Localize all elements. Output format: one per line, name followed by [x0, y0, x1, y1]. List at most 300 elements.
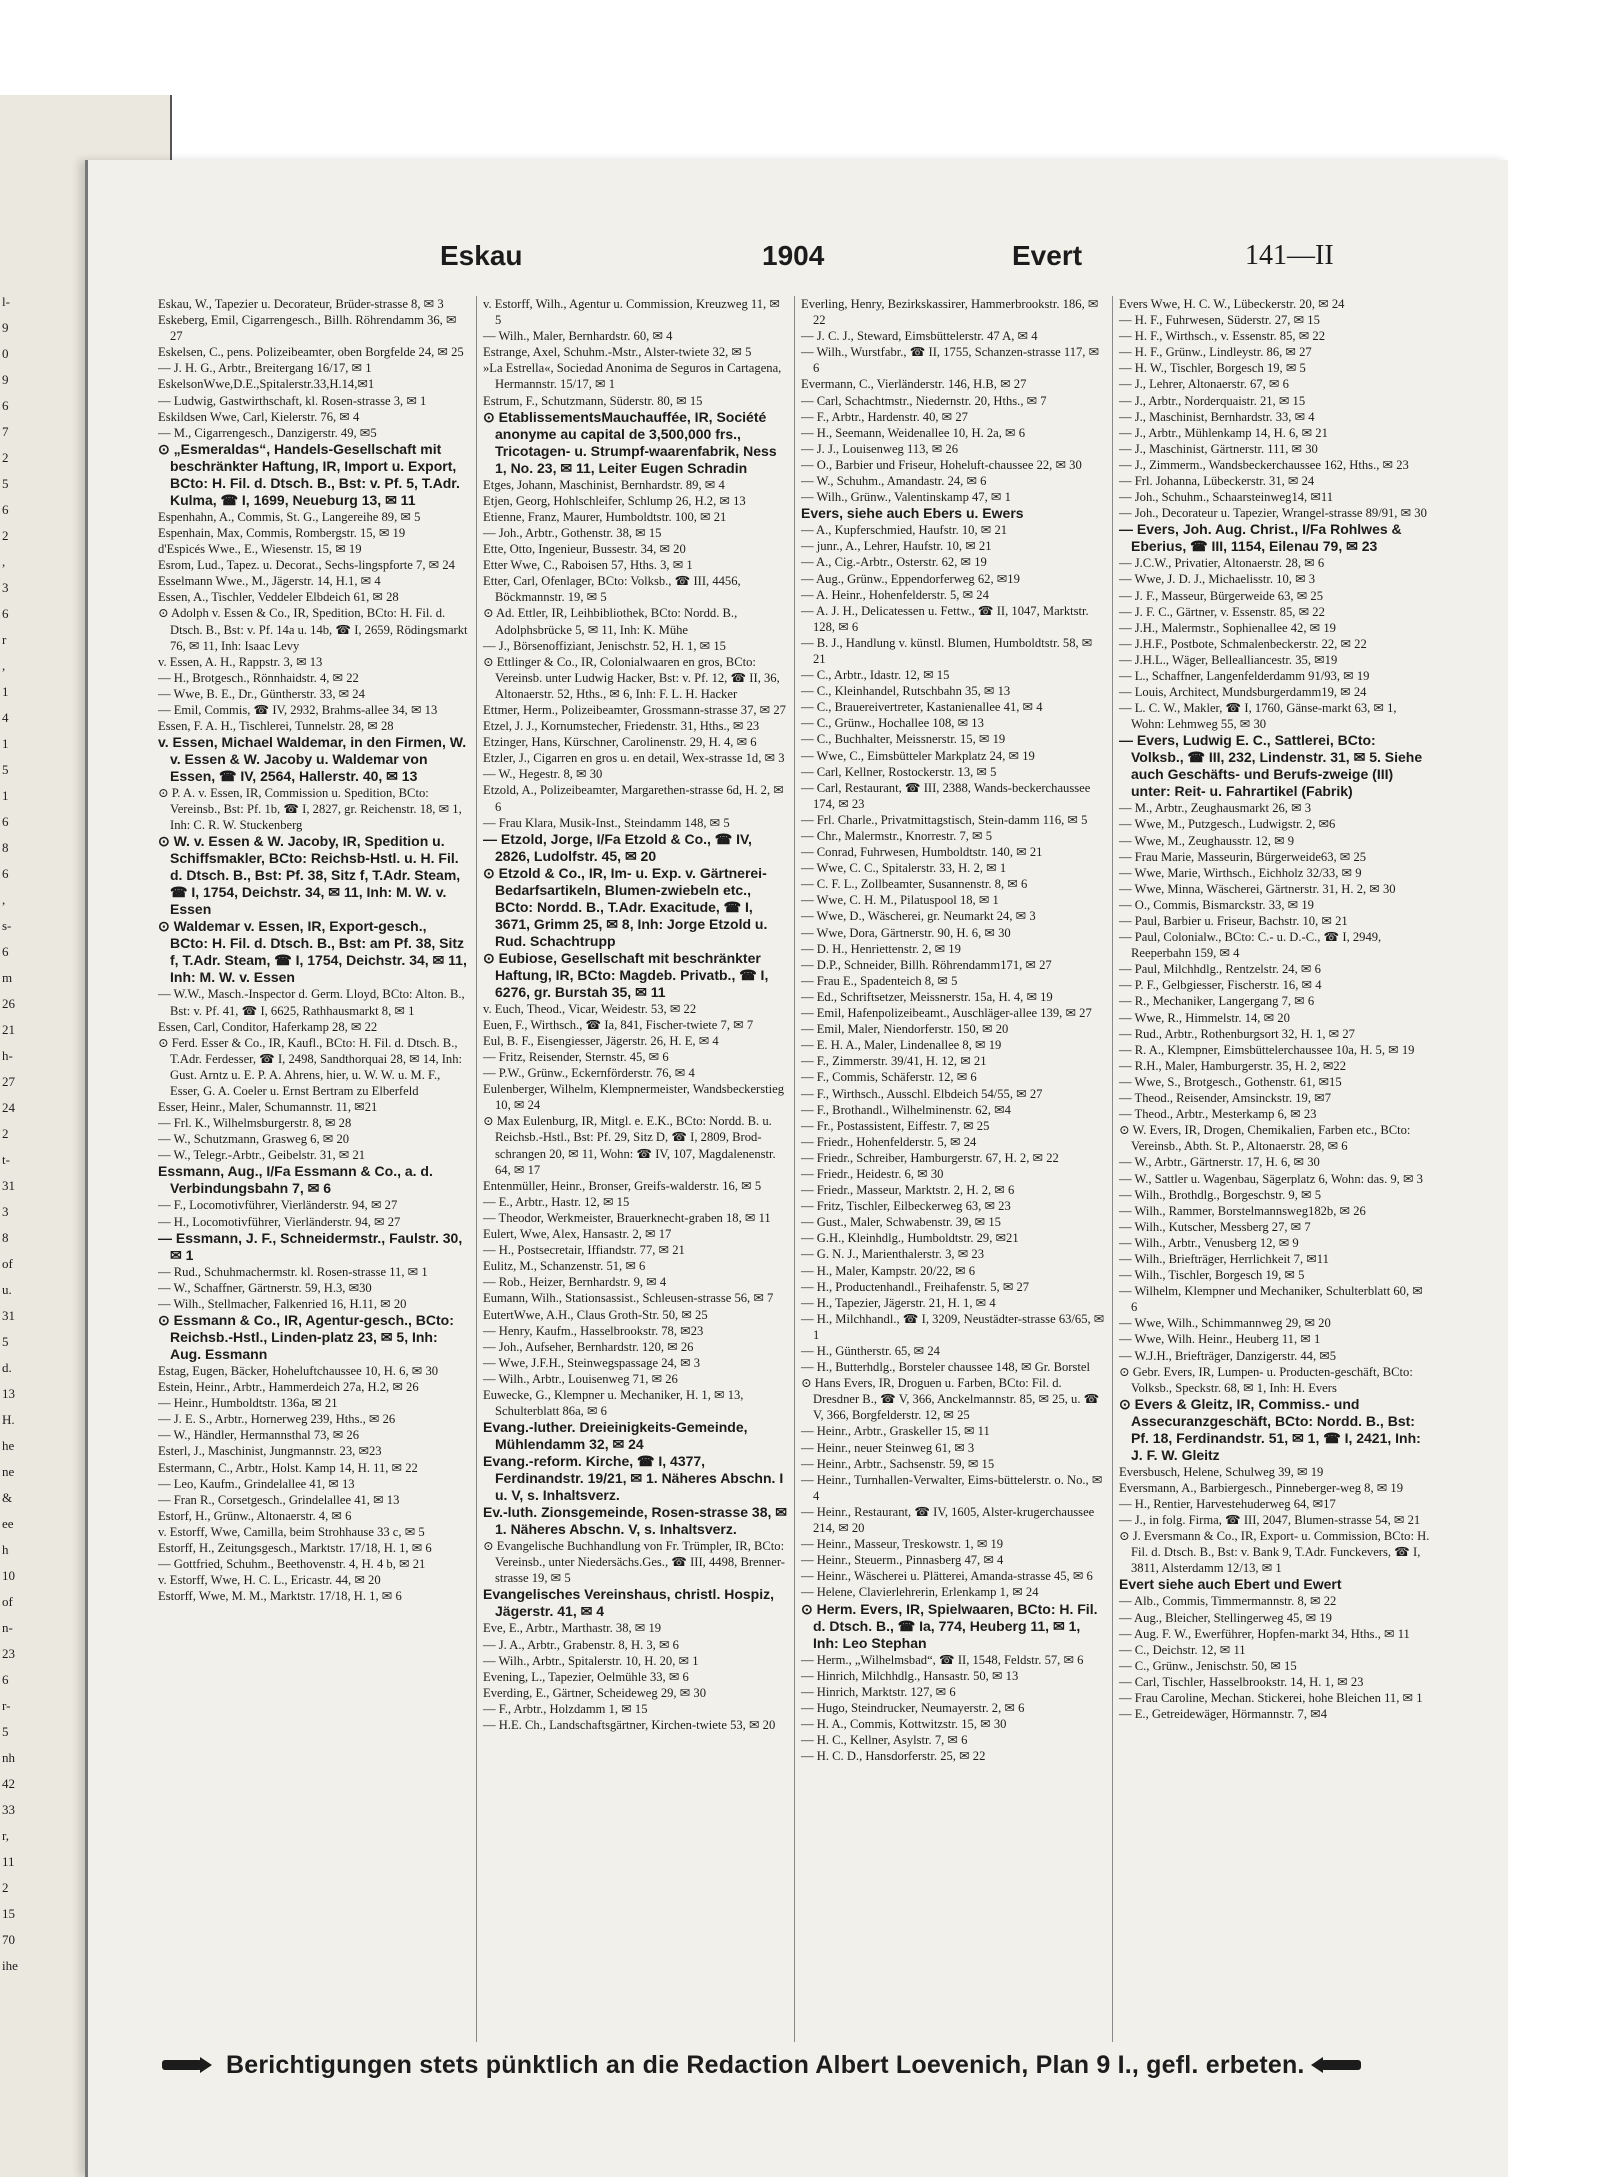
- edge-fragment: t-: [2, 1152, 10, 1167]
- directory-entry: Essen, A., Tischler, Veddeler Elbdeich 61, ✉ 28: [158, 590, 399, 605]
- directory-entry: Evangelisches Vereinshaus, christl. Hospiz, Jägerstr. 41, ✉ 4: [483, 1586, 775, 1620]
- directory-entry: ⊙ „Esmeraldas“, Handels-Gesellschaft mit beschränkter Haftung, IR, Import u. Export, BCto: H. Fil. d. Dtsch. B., Bst: v. Pf. 5, T.Adr. Kulma, ☎ I, 1699, Neueburg 13, ✉ 11: [158, 440, 460, 508]
- directory-entry: Esser, Heinr., Maler, Schumannstr. 11, ✉21: [158, 1100, 378, 1115]
- directory-entry: Eulenberger, Wilhelm, Klempnermeister, Wandsbeckerstieg 10, ✉ 24: [483, 1082, 785, 1113]
- directory-entry: Espenhain, Max, Commis, Rombergstr. 15, ✉ 19: [158, 525, 406, 540]
- directory-entry: ⊙ J. Eversmann & Co., IR, Export- u. Commission, BCto: H. Fil. d. Dtsch. B., Bst: v. Bank 9, T.Adr. Funckevers, ☎ I, 3811, Alsterdamm 12/13, ✉ 1: [1119, 1529, 1430, 1576]
- directory-entry: — Essmann, J. F., Schneidermstr., Faulstr. 30, ✉ 1: [158, 1229, 463, 1263]
- column-2: [476, 296, 789, 2042]
- edge-fragment: l-: [2, 294, 10, 309]
- directory-entry: — W., Schaffner, Gärtnerstr. 59, H.3, ✉30: [158, 1280, 372, 1295]
- directory-entry: — H. C. D., Hansdorferstr. 25, ✉ 22: [801, 1749, 986, 1764]
- directory-entry: Eskau, W., Tapezier u. Decorateur, Brüder-strasse 8, ✉ 3: [158, 297, 444, 311]
- edge-fragment: 2: [2, 528, 9, 543]
- directory-entry: — Wwe, Minna, Wäscherei, Gärtnerstr. 31, H. 2, ✉ 30: [1119, 881, 1396, 896]
- directory-entry: — J., Maschinist, Bernhardstr. 33, ✉ 4: [1119, 409, 1315, 424]
- edge-fragment: 1: [2, 684, 9, 699]
- edge-fragment: 11: [2, 1854, 15, 1869]
- directory-entry: — A. J. H., Delicatessen u. Fettw., ☎ II, 1047, Marktstr. 128, ✉ 6: [801, 603, 1089, 634]
- directory-entry: — Carl, Tischler, Hasselbrookstr. 14, H. 1, ✉ 23: [1119, 1674, 1364, 1689]
- directory-entry: Etzold, A., Polizeibeamter, Margarethen-strasse 6d, H. 2, ✉ 6: [483, 783, 784, 814]
- directory-entry: — C., Deichstr. 12, ✉ 11: [1119, 1642, 1246, 1657]
- directory-entry: — Rud., Schuhmachermstr. kl. Rosen-strasse 11, ✉ 1: [158, 1264, 428, 1279]
- directory-entry: — Wwe, R., Himmelstr. 14, ✉ 20: [1119, 1010, 1290, 1025]
- page-number: 141—II: [1245, 240, 1334, 271]
- directory-entry: — R., Mechaniker, Langergang 7, ✉ 6: [1119, 994, 1315, 1009]
- directory-entry: Essen, F. A. H., Tischlerei, Tunnelstr. 28, ✉ 28: [158, 719, 394, 734]
- directory-entry: — Louis, Architect, Mundsburgerdamm19, ✉ 24: [1119, 685, 1367, 700]
- directory-entry: Etzler, J., Cigarren en gros u. en detail, Wex-strasse 1d, ✉ 3: [483, 751, 785, 766]
- directory-entry: Evert siehe auch Ebert und Ewert: [1119, 1576, 1342, 1593]
- directory-entry: — Heinr., Masseur, Treskowstr. 1, ✉ 19: [801, 1537, 1004, 1552]
- directory-entry: — Heinr., Humboldtstr. 136a, ✉ 21: [158, 1396, 338, 1411]
- edge-fragment: 23: [2, 1646, 15, 1661]
- directory-entry: — Rud., Arbtr., Rothenburgsort 32, H. 1, ✉ 27: [1119, 1026, 1355, 1041]
- directory-entry: — Wilh., Arbtr., Spitalerstr. 10, H. 20, ✉ 1: [483, 1653, 699, 1668]
- directory-entry: — P. F., Gelbgiesser, Fischerstr. 16, ✉ 4: [1119, 978, 1322, 993]
- directory-entry: — Emil, Hafenpolizeibeamt., Auschläger-allee 139, ✉ 27: [801, 1006, 1092, 1021]
- directory-entry: — Frau Marie, Masseurin, Bürgerweide63, ✉ 25: [1119, 849, 1367, 864]
- edge-fragment: 6: [2, 398, 9, 413]
- directory-entry: — Rob., Heizer, Bernhardstr. 9, ✉ 4: [483, 1275, 667, 1290]
- edge-fragment: 4: [2, 710, 9, 725]
- directory-entry: — J.C.W., Privatier, Altonaerstr. 28, ✉ 6: [1119, 556, 1325, 571]
- edge-fragment: s-: [2, 918, 12, 933]
- directory-entry: — C., Grünw., Hochallee 108, ✉ 13: [801, 716, 984, 731]
- directory-entry: — Wilhelm, Klempner und Mechaniker, Schulterblatt 60, ✉ 6: [1119, 1284, 1423, 1315]
- directory-entry: — Frl. Johanna, Lübeckerstr. 31, ✉ 24: [1119, 474, 1315, 489]
- directory-entry: — Friedr., Hohenfelderstr. 5, ✉ 24: [801, 1134, 977, 1149]
- directory-entry: — Ludwig, Gastwirthschaft, kl. Rosen-strasse 3, ✉ 1: [158, 393, 427, 408]
- header-year: 1904: [762, 240, 825, 271]
- directory-entry: — C., Kleinhandel, Rutschbahn 35, ✉ 13: [801, 684, 1011, 699]
- directory-entry: — O., Commis, Bismarckstr. 33, ✉ 19: [1119, 897, 1314, 912]
- directory-entry: — Wilh., Kutscher, Messberg 27, ✉ 7: [1119, 1219, 1311, 1234]
- edge-fragment: 2: [2, 450, 9, 465]
- directory-entry: — F., Locomotivführer, Vierländerstr. 94, ✉ 27: [158, 1198, 398, 1213]
- directory-entry: Evang.-reform. Kirche, ☎ I, 4377, Ferdinandstr. 19/21, ✉ 1. Näheres Abschn. I u. V, s. Inhaltsverz.: [483, 1453, 784, 1504]
- directory-entry: — Alb., Commis, Timmermannstr. 8, ✉ 22: [1119, 1594, 1337, 1609]
- directory-entry: — Paul, Colonialw., BCto: C.- u. D.-C., ☎ I, 2949, Reeperbahn 159, ✉ 4: [1119, 930, 1382, 961]
- directory-entry: ⊙ Ad. Ettler, IR, Leihbibliothek, BCto: Nordd. B., Adolphsbrücke 5, ✉ 11, Inh: K. Mühe: [483, 606, 738, 637]
- directory-entry: »La Estrella«, Sociedad Anonima de Seguros in Cartagena, Hermannstr. 15/17, ✉ 1: [483, 361, 782, 392]
- pointing-hand-icon: [1319, 2056, 1371, 2074]
- directory-entry: Euen, F., Wirthsch., ☎ Ia, 841, Fischer-twiete 7, ✉ 7: [483, 1017, 754, 1032]
- directory-entry: — Fr., Postassistent, Eiffestr. 7, ✉ 25: [801, 1118, 990, 1133]
- directory-entry: Etges, Johann, Maschinist, Bernhardstr. 89, ✉ 4: [483, 477, 725, 492]
- directory-entry: — H. W., Tischler, Borgesch 19, ✉ 5: [1119, 361, 1306, 376]
- edge-fragment: 5: [2, 762, 9, 777]
- directory-entry: — Carl, Restaurant, ☎ III, 2388, Wands-beckerchaussee 174, ✉ 23: [801, 780, 1091, 811]
- directory-entry: Etjen, Georg, Hohlschleifer, Schlump 26, H.2, ✉ 13: [483, 493, 746, 508]
- directory-entry: v. Euch, Theod., Vicar, Weidestr. 53, ✉ 22: [483, 1001, 697, 1016]
- edge-fragment: m: [2, 970, 13, 985]
- edge-fragment: 0: [2, 346, 9, 361]
- directory-entry: Etzel, J. J., Kornumstecher, Friedenstr. 31, Hths., ✉ 23: [483, 719, 760, 734]
- directory-entry: — Wwe, J.F.H., Steinwegspassage 24, ✉ 3: [483, 1355, 701, 1370]
- directory-entry: — Joh., Schuhm., Schaarsteinweg14, ✉11: [1119, 490, 1334, 505]
- directory-entry: — F., Commis, Schäferstr. 12, ✉ 6: [801, 1070, 977, 1085]
- directory-entry: — Heinr., Turnhallen-Verwalter, Eims-büttelerstr. o. No., ✉ 4: [801, 1472, 1103, 1503]
- directory-entry: — R. A., Klempner, Eimsbüttelerchaussee 10a, H. 5, ✉ 19: [1119, 1042, 1415, 1057]
- directory-entry: — Theod., Arbtr., Mesterkamp 6, ✉ 23: [1119, 1107, 1317, 1122]
- directory-entry: — Fritz, Reisender, Sternstr. 45, ✉ 6: [483, 1050, 669, 1064]
- directory-entry: Everding, E., Gärtner, Scheideweg 29, ✉ 30: [483, 1685, 707, 1700]
- directory-entry: — M., Cigarrengesch., Danzigerstr. 49, ✉5: [158, 425, 377, 440]
- edge-fragment: 27: [2, 1074, 15, 1089]
- directory-entry: — Herm., „Wilhelmsbad“, ☎ II, 1548, Feldstr. 57, ✉ 6: [801, 1652, 1084, 1667]
- directory-entry: — E., Arbtr., Hastr. 12, ✉ 15: [483, 1194, 630, 1209]
- edge-fragment: H.: [2, 1412, 15, 1427]
- directory-entry: — E. H. A., Maler, Lindenallee 8, ✉ 19: [801, 1038, 1002, 1053]
- directory-entry: ⊙ Evers & Gleitz, IR, Commiss.- und Assecuranzgeschäft, BCto: Nordd. B., Bst: Pf. 18, Ferdinandstr. 51, ✉ 1, ☎ I, 2421, Inh: J. F. W. Gleitz: [1119, 1395, 1421, 1463]
- directory-entry: ⊙ Max Eulenburg, IR, Mitgl. e. E.K., BCto: Nordd. B. u. Reichsb.-Hstl., Bst: Pf. 29, Sitz D, ☎ I, 2809, Brod-schrangen 20, ✉ 11, Wohn: ☎ IV, 107, Magdalenenstr. 64, ✉ 17: [483, 1114, 776, 1177]
- directory-entry: Ettmer, Herm., Polizeibeamter, Grossmann-strasse 37, ✉ 27: [483, 702, 786, 717]
- edge-fragment: 70: [2, 1932, 15, 1947]
- directory-entry: — Wwe, Wilh. Heinr., Heuberg 11, ✉ 1: [1119, 1332, 1321, 1347]
- edge-fragment: r,: [2, 1828, 10, 1843]
- directory-entry: ⊙ P. A. v. Essen, IR, Commission u. Spedition, BCto: Vereinsb., Bst: Pf. 1b, ☎ I, 2827, gr. Reichenstr. 18, ✉ 1, Inh: C. R. W. Stuckenberg: [158, 786, 462, 833]
- edge-fragment: &: [2, 1490, 13, 1505]
- directory-entry: Etter, Carl, Ofenlager, BCto: Volksb., ☎ III, 4456, Böckmannstr. 19, ✉ 5: [483, 574, 741, 605]
- directory-entry: — C., Buchhalter, Meissnerstr. 15, ✉ 19: [801, 732, 1006, 747]
- directory-entry: — P.W., Grünw., Eckernförderstr. 76, ✉ 4: [483, 1066, 695, 1081]
- edge-fragment: 6: [2, 866, 9, 881]
- directory-entry: — Hugo, Steindrucker, Neumayerstr. 2, ✉ 6: [801, 1700, 1025, 1715]
- directory-entry: — D. H., Henriettenstr. 2, ✉ 19: [801, 941, 961, 956]
- directory-entry: ⊙ W. Evers, IR, Drogen, Chemikalien, Farben etc., BCto: Vereinsb., Abth. St. P., Altonaerstr. 28, ✉ 6: [1119, 1123, 1411, 1154]
- directory-entry: — Frau Caroline, Mechan. Stickerei, hohe Bleichen 11, ✉ 1: [1119, 1691, 1423, 1706]
- directory-entry: — Wwe, Marie, Wirthsch., Eichholz 32/33, ✉ 9: [1119, 865, 1362, 880]
- directory-entry: Eskildsen Wwe, Carl, Kielerstr. 76, ✉ 4: [158, 409, 360, 424]
- directory-entry: — W., Arbtr., Gärtnerstr. 17, H. 6, ✉ 30: [1119, 1155, 1320, 1170]
- directory-entry: Estag, Eugen, Bäcker, Hoheluftchaussee 10, H. 6, ✉ 30: [158, 1363, 439, 1378]
- edge-fragment: he: [2, 1438, 15, 1453]
- directory-entry: — Wwe, M., Zeughausstr. 12, ✉ 9: [1119, 833, 1295, 848]
- directory-entry: — J.H., Malermstr., Sophienallee 42, ✉ 19: [1119, 620, 1336, 635]
- directory-entry: — Fran R., Corsetgesch., Grindelallee 41, ✉ 13: [158, 1492, 400, 1507]
- edge-fragment: 9: [2, 320, 9, 335]
- directory-entry: — Evers, Joh. Aug. Christ., I/Fa Rohlwes & Eberius, ☎ III, 1154, Eilenau 79, ✉ 23: [1119, 521, 1402, 555]
- directory-entry: v. Estorff, Wwe, H. C. L., Ericastr. 44, ✉ 20: [158, 1573, 381, 1588]
- footer-notice: Berichtigungen stets pünktlich an die Redaction Albert Loevenich, Plan 9 I., gefl. erbeten.: [226, 2050, 1305, 2079]
- directory-entry: ⊙ Gebr. Evers, IR, Lumpen- u. Producten-geschäft, BCto: Volksb., Speckstr. 68, ✉ 1, Inh: H. Evers: [1119, 1364, 1413, 1395]
- directory-entry: — J., Börsenoffiziant, Jenischstr. 52, H. 1, ✉ 15: [483, 638, 726, 653]
- edge-fragment: nh: [2, 1750, 15, 1765]
- directory-entry: — Emil, Maler, Niendorferstr. 150, ✉ 20: [801, 1022, 1009, 1037]
- directory-entry: Evers Wwe, H. C. W., Lübeckerstr. 20, ✉ 24: [1119, 297, 1345, 311]
- directory-entry: ⊙ Etzold & Co., IR, Im- u. Exp. v. Gärtnerei-Bedarfsartikeln, Blumen-zwiebeln etc., BCto: Nordd. B., T.Adr. Exacitude, ☎ I, 3671, Grimm 25, ✉ 8, Inh: Jorge Etzold u. Rud. Schachtrupp: [483, 864, 768, 949]
- directory-entry: — F., Brothandl., Wilhelminenstr. 62, ✉4: [801, 1102, 1011, 1117]
- directory-entry: Estermann, C., Arbtr., Holst. Kamp 14, H. 11, ✉ 22: [158, 1460, 418, 1475]
- directory-entry: — W., Sattler u. Wagenbau, Sägerplatz 6, Wohn: das. 9, ✉ 3: [1119, 1171, 1423, 1186]
- directory-entry: EskelsonWwe,D.E.,Spitalerstr.33,H.14,✉1: [158, 377, 375, 392]
- directory-entry: ⊙ W. v. Essen & W. Jacoby, IR, Spedition u. Schiffsmakler, BCto: Reichsb-Hstl. u. H. Fil. d. Dtsch. B., Bst: Pf. 38, Sitz f, T.Adr. Steam, ☎ I, 1754, Deichstr. 34, ✉ 11, Inh: M. W. v. Essen: [158, 833, 461, 918]
- edge-fragment: 42: [2, 1776, 15, 1791]
- directory-entry: — Emil, Commis, ☎ IV, 2932, Brahms-allee 34, ✉ 13: [158, 702, 438, 717]
- edge-fragment: of: [2, 1594, 13, 1609]
- directory-entry: — Hinrich, Marktstr. 127, ✉ 6: [801, 1684, 956, 1699]
- directory-entry: — Wwe, B. E., Dr., Güntherstr. 33, ✉ 24: [158, 686, 365, 701]
- directory-entry: — J. C. J., Steward, Eimsbüttelerstr. 47 A, ✉ 4: [801, 329, 1038, 344]
- edge-fragment: 6: [2, 502, 9, 517]
- directory-entry: — Paul, Barbier u. Friseur, Bachstr. 10, ✉ 21: [1119, 914, 1348, 928]
- directory-entry: — J. J., Louisenweg 113, ✉ 26: [801, 441, 959, 456]
- directory-entry: — Joh., Decorateur u. Tapezier, Wrangel-strasse 89/91, ✉ 30: [1119, 506, 1427, 521]
- directory-entry: Ette, Otto, Ingenieur, Bussestr. 34, ✉ 20: [483, 542, 686, 557]
- directory-entry: Estrange, Axel, Schuhm.-Mstr., Alster-twiete 32, ✉ 5: [483, 345, 752, 360]
- directory-entry: — C. F. L., Zollbeamter, Susannenstr. 8, ✉ 6: [801, 877, 1028, 892]
- column-1: [158, 296, 468, 2042]
- directory-entry: — Frl. Charle., Privatmittagstisch, Stein-damm 116, ✉ 5: [801, 812, 1088, 827]
- directory-entry: — J., Zimmerm., Wandsbeckerchaussee 162, Hths., ✉ 23: [1119, 457, 1409, 472]
- directory-entry: ⊙ Waldemar v. Essen, IR, Export-gesch., BCto: H. Fil. d. Dtsch. B., Bst: am Pf. 38, Sitz f, T.Adr. Steam, ☎ I, 1754, Deichstr. 34, ✉ 11, Inh: M. W. v. Essen: [158, 918, 467, 986]
- directory-entry: ⊙ Adolph v. Essen & Co., IR, Spedition, BCto: H. Fil. d. Dtsch. B., Bst: v. Pf. 14a u. 14b, ☎ I, 2659, Rödingsmarkt 76, ✉ 11, Inh: Isaac Levy: [158, 606, 468, 653]
- directory-entry: — Wilh., Rammer, Borstelmannsweg182b, ✉ 26: [1119, 1203, 1366, 1218]
- edge-fragment: ,: [2, 658, 6, 673]
- directory-entry: Estorf, H., Grünw., Altonaerstr. 4, ✉ 6: [158, 1508, 352, 1523]
- directory-entry: Eve, E., Arbtr., Marthastr. 38, ✉ 19: [483, 1621, 662, 1636]
- directory-entry: Estorff, H., Zeitungsgesch., Marktstr. 17/18, H. 1, ✉ 6: [158, 1540, 432, 1555]
- edge-fragment: 2: [2, 1880, 9, 1895]
- edge-fragment: r: [2, 632, 7, 647]
- directory-entry: — Wwe, Dora, Gärtnerstr. 90, H. 6, ✉ 30: [801, 925, 1011, 940]
- edge-fragment: 6: [2, 814, 9, 829]
- directory-entry: ⊙ Evangelische Buchhandlung von Fr. Trümpler, IR, BCto: Vereinsb., unter Niedersächs.Ges., ☎ III, 4498, Brenner-strasse 19, ✉ 5: [483, 1539, 785, 1586]
- edge-fragment: 6: [2, 606, 9, 621]
- directory-entry: — Gust., Maler, Schwabenstr. 39, ✉ 15: [801, 1215, 1001, 1230]
- directory-entry: v. Essen, A. H., Rappstr. 3, ✉ 13: [158, 654, 323, 669]
- directory-entry: — A., Kupferschmied, Haufstr. 10, ✉ 21: [801, 523, 1008, 538]
- directory-entry: — O., Barbier und Friseur, Hoheluft-chaussee 22, ✉ 30: [801, 457, 1082, 472]
- directory-entry: — J. F. C., Gärtner, v. Essenstr. 85, ✉ 22: [1119, 604, 1325, 619]
- directory-entry: — R.H., Maler, Hamburgerstr. 35, H. 2, ✉22: [1119, 1058, 1347, 1073]
- directory-entry: v. Estorff, Wilh., Agentur u. Commission, Kreuzweg 11, ✉ 5: [483, 297, 780, 328]
- directory-entry: Estein, Heinr., Arbtr., Hammerdeich 27a, H.2, ✉ 26: [158, 1380, 419, 1395]
- directory-entry: ⊙ Ferd. Esser & Co., IR, Kaufl., BCto: H. Fil. d. Dtsch. B., T.Adr. Ferdesser, ☎ I, 2498, Sandthorquai 28, ✉ 14, Inh: Gust. Arntz u. E. P. A. Ahrens, hier, u. W. W. u. M. F., Esser, G. A. Coeler u. Ernst Bertram zu Elberfeld: [158, 1035, 463, 1098]
- directory-entry: Eversmann, A., Barbiergesch., Pinneberger-weg 8, ✉ 19: [1119, 1480, 1404, 1495]
- directory-entry: — Wilh., Briefträger, Herrlichkeit 7, ✉11: [1119, 1251, 1329, 1266]
- directory-entry: ⊙ Ettlinger & Co., IR, Colonialwaaren en gros, BCto: Vereinsb. unter Ludwig Hacker, Bst: v. Pf. 12, ☎ II, 36, Altonaerstr. 52, Hths., ✉ 6, Inh: F. L. H. Hacker: [483, 654, 780, 701]
- directory-entry: — Wilh., Tischler, Borgesch 19, ✉ 5: [1119, 1268, 1305, 1283]
- edge-fragment: h: [2, 1542, 9, 1557]
- directory-entry: Eumann, Wilh., Stationsassist., Schleusen-strasse 56, ✉ 7: [483, 1291, 774, 1306]
- edge-fragment: 3: [2, 1204, 9, 1219]
- directory-entry: — Wilh., Maler, Bernhardstr. 60, ✉ 4: [483, 329, 673, 344]
- directory-entry: — F., Arbtr., Holzdamm 1, ✉ 15: [483, 1701, 648, 1716]
- directory-entry: — Friedr., Masseur, Marktstr. 2, H. 2, ✉ 6: [801, 1183, 1015, 1198]
- edge-fragment: 21: [2, 1022, 15, 1037]
- edge-fragment: 1: [2, 788, 9, 803]
- directory-entry: — Frl. K., Wilhelmsburgerstr. 8, ✉ 28: [158, 1116, 352, 1131]
- directory-entry: — J., in folg. Firma, ☎ III, 2047, Blumen-strasse 54, ✉ 21: [1119, 1513, 1421, 1528]
- directory-entry: — Hinrich, Milchhdlg., Hansastr. 50, ✉ 13: [801, 1668, 1019, 1683]
- edge-fragment: 2: [2, 1126, 9, 1141]
- directory-entry: Evers, siehe auch Ebers u. Ewers: [801, 505, 1024, 522]
- directory-entry: — W.J.H., Briefträger, Danzigerstr. 44, ✉5: [1119, 1348, 1337, 1363]
- directory-entry: — Wwe, J. D. J., Michaelisstr. 10, ✉ 3: [1119, 572, 1316, 587]
- directory-entry: — Wwe, C. H. M., Pilatuspool 18, ✉ 1: [801, 893, 999, 908]
- edge-fragment: 5: [2, 1724, 9, 1739]
- directory-entry: ⊙ Herm. Evers, IR, Spielwaaren, BCto: H. Fil. d. Dtsch. B., ☎ Ia, 774, Heuberg 11, ✉ 1, Inh: Leo Stephan: [801, 1600, 1098, 1651]
- edge-fragment: of: [2, 1256, 13, 1271]
- edge-fragment: 1: [2, 736, 9, 751]
- directory-entry: — F., Wirthsch., Ausschl. Elbdeich 54/55, ✉ 27: [801, 1086, 1043, 1101]
- directory-entry: — Joh., Arbtr., Gothenstr. 38, ✉ 15: [483, 525, 662, 540]
- directory-entry: — C., Arbtr., Idastr. 12, ✉ 15: [801, 668, 950, 683]
- directory-entry: Ev.-luth. Zionsgemeinde, Rosen-strasse 38, ✉ 1. Näheres Abschn. V, s. Inhaltsverz.: [483, 1504, 787, 1538]
- directory-entry: — Aug. F. W., Ewerführer, Hopfen-markt 34, Hths., ✉ 11: [1119, 1626, 1410, 1641]
- directory-entry: EutertWwe, A.H., Claus Groth-Str. 50, ✉ 25: [483, 1307, 708, 1322]
- directory-entry: — J.H.L., Wäger, Bellealliancestr. 35, ✉19: [1119, 652, 1338, 667]
- directory-entry: — Heinr., Wäscherei u. Plätterei, Amanda-strasse 45, ✉ 6: [801, 1569, 1093, 1584]
- directory-entry: Entenmüller, Heinr., Bronser, Greifs-walderstr. 16, ✉ 5: [483, 1178, 762, 1193]
- directory-entry: — Heinr., Arbtr., Graskeller 15, ✉ 11: [801, 1424, 990, 1439]
- directory-entry: — J., Lehrer, Altonaerstr. 67, ✉ 6: [1119, 377, 1289, 392]
- directory-entry: — J., Arbtr., Mühlenkamp 14, H. 6, ✉ 21: [1119, 425, 1328, 440]
- directory-entry: — Heinr., neuer Steinweg 61, ✉ 3: [801, 1440, 975, 1455]
- directory-entry: — Carl, Kellner, Rostockerstr. 13, ✉ 5: [801, 764, 997, 779]
- directory-entry: — W.W., Masch.-Inspector d. Germ. Lloyd, BCto: Alton. B., Bst: v. Pf. 41, ☎ I, 6625, Rathhausmarkt 8, ✉ 1: [158, 987, 465, 1018]
- edge-fragment: 31: [2, 1178, 15, 1193]
- edge-fragment: ne: [2, 1464, 15, 1479]
- directory-entry: — Fritz, Tischler, Eilbeckerweg 63, ✉ 23: [801, 1199, 1011, 1214]
- directory-entry: — H. C., Kellner, Asylstr. 7, ✉ 6: [801, 1732, 968, 1747]
- page-header: [350, 240, 1370, 280]
- column-3: [794, 296, 1107, 2042]
- directory-entry: — F., Arbtr., Hardenstr. 40, ✉ 27: [801, 409, 968, 424]
- edge-fragment: ihe: [2, 1958, 18, 1973]
- directory-entry: v. Essen, Michael Waldemar, in den Firmen, W. v. Essen & W. Jacoby u. Waldemar von Essen, ☎ IV, 2564, Hallerstr. 40, ✉ 13: [158, 734, 467, 785]
- edge-fragment: 8: [2, 840, 9, 855]
- directory-entry: — J. E. S., Arbtr., Hornerweg 239, Hths., ✉ 26: [158, 1412, 396, 1427]
- directory-entry: — Henry, Kaufm., Hasselbrookstr. 78, ✉23: [483, 1323, 704, 1338]
- directory-entry: — Wwe, D., Wäscherei, gr. Neumarkt 24, ✉ 3: [801, 909, 1036, 924]
- directory-entry: — H., Seemann, Weidenallee 10, H. 2a, ✉ 6: [801, 425, 1026, 440]
- directory-entry: — H. F., Fuhrwesen, Süderstr. 27, ✉ 15: [1119, 313, 1320, 328]
- directory-entry: — W., Telegr.-Arbtr., Geibelstr. 31, ✉ 21: [158, 1148, 366, 1163]
- directory-entry: Eversbusch, Helene, Schulweg 39, ✉ 19: [1119, 1464, 1324, 1479]
- directory-entry: — J. F., Masseur, Bürgerweide 63, ✉ 25: [1119, 588, 1323, 603]
- directory-entry: — H., Locomotivführer, Vierländerstr. 94, ✉ 27: [158, 1214, 401, 1229]
- edge-fragment: 24: [2, 1100, 15, 1115]
- directory-entry: — L. C. W., Makler, ☎ I, 1760, Gänse-markt 63, ✉ 1, Wohn: Lehmweg 55, ✉ 30: [1119, 701, 1397, 732]
- edge-fragment: d.: [2, 1360, 12, 1375]
- directory-entry: — J. H. G., Arbtr., Breitergang 16/17, ✉ 1: [158, 361, 372, 376]
- header-first-entry: Eskau: [440, 240, 523, 271]
- directory-entry: — Frau Klara, Musik-Inst., Steindamm 148, ✉ 5: [483, 815, 730, 830]
- directory-entry: — Wwe, Wilh., Schimmannweg 29, ✉ 20: [1119, 1316, 1331, 1331]
- directory-entry: Evermann, C., Vierländerstr. 146, H.B, ✉ 27: [801, 377, 1027, 392]
- edge-fragment: 26: [2, 996, 15, 1011]
- column-4: [1112, 296, 1431, 2042]
- directory-entry: Essmann, Aug., I/Fa Essmann & Co., a. d. Verbindungsbahn 7, ✉ 6: [158, 1163, 433, 1197]
- directory-columns: [158, 296, 1430, 2042]
- directory-entry: — Wwe, C. C., Spitalerstr. 33, H. 2, ✉ 1: [801, 861, 1007, 876]
- edge-fragment: 13: [2, 1386, 15, 1401]
- directory-entry: Estorff, Wwe, M. M., Marktstr. 17/18, H. 1, ✉ 6: [158, 1589, 402, 1604]
- header-last-entry: Evert: [1012, 240, 1083, 271]
- directory-entry: — Wwe, C., Eimsbütteler Markplatz 24, ✉ 19: [801, 748, 1035, 763]
- directory-entry: — Joh., Aufseher, Bernhardstr. 120, ✉ 26: [483, 1339, 694, 1354]
- directory-entry: — Friedr., Schreiber, Hamburgerstr. 67, H. 2, ✉ 22: [801, 1150, 1059, 1165]
- directory-entry: ⊙ EtablissementsMauchauffée, IR, Société anonyme au capital de 3,500,000 frs., Tricotagen- u. Strumpf-waarenfabrik, Ness 1, No. 23, ✉ 11, Leiter Eugen Schradin: [483, 408, 777, 476]
- directory-entry: — Leo, Kaufm., Grindelallee 41, ✉ 13: [158, 1476, 355, 1491]
- directory-entry: — Wilh., Arbtr., Louisenweg 71, ✉ 26: [483, 1371, 678, 1386]
- directory-entry: — H. A., Commis, Kottwitzstr. 15, ✉ 30: [801, 1716, 1007, 1731]
- directory-entry: ⊙ Hans Evers, IR, Droguen u. Farben, BCto: Fil. d. Dresdner B., ☎ V, 366, Anckelmannstr. 85, ✉ 25, u. ☎ V, 366, Borgfelderstr. 12, ✉ 25: [801, 1376, 1100, 1423]
- directory-entry: — Heinr., Restaurant, ☎ IV, 1605, Alster-krugerchaussee 214, ✉ 20: [801, 1504, 1095, 1536]
- page-footer: [160, 2048, 1420, 2082]
- directory-entry: — H., Milchhandl., ☎ I, 3209, Neustädter-strasse 63/65, ✉ 1: [801, 1311, 1105, 1342]
- edge-fragment: 33: [2, 1802, 15, 1817]
- directory-entry: — H., Productenhandl., Freihafenstr. 5, ✉ 27: [801, 1279, 1030, 1294]
- directory-entry: — J., Arbtr., Norderquaistr. 21, ✉ 15: [1119, 393, 1306, 408]
- edge-fragment: 6: [2, 1672, 9, 1687]
- directory-entry: v. Estorff, Wwe, Camilla, beim Strohhause 33 c, ✉ 5: [158, 1524, 425, 1539]
- directory-entry: — D.P., Schneider, Billh. Röhrendamm171, ✉ 27: [801, 957, 1052, 972]
- directory-entry: — H. F., Grünw., Lindleystr. 86, ✉ 27: [1119, 345, 1312, 360]
- directory-entry: — H., Butterhdlg., Borsteler chaussee 148, ✉ Gr. Borstel: [801, 1360, 1090, 1375]
- directory-entry: — F., Zimmerstr. 39/41, H. 12, ✉ 21: [801, 1054, 987, 1069]
- directory-entry: Espenhahn, A., Commis, St. G., Langereihe 89, ✉ 5: [158, 509, 421, 524]
- directory-entry: — B. J., Handlung v. künstl. Blumen, Humboldtstr. 58, ✉ 21: [801, 635, 1093, 666]
- directory-entry: — Theod., Reisender, Amsinckstr. 19, ✉7: [1119, 1091, 1331, 1106]
- directory-entry: — W., Hegestr. 8, ✉ 30: [483, 767, 603, 782]
- directory-entry: — H., Postsecretair, Iffiandstr. 77, ✉ 21: [483, 1243, 685, 1258]
- directory-entry: Euwecke, G., Klempner u. Mechaniker, H. 1, ✉ 13, Schulterblatt 86a, ✉ 6: [483, 1387, 744, 1419]
- directory-entry: — Frau E., Spadenteich 8, ✉ 5: [801, 973, 958, 988]
- directory-entry: d'Espicés Wwe., E., Wiesenstr. 15, ✉ 19: [158, 542, 362, 557]
- directory-entry: — J., Maschinist, Gärtnerstr. 111, ✉ 30: [1119, 441, 1318, 456]
- directory-entry: — W., Schuhm., Amandastr. 24, ✉ 6: [801, 474, 987, 489]
- directory-entry: — Wilh., Brothdlg., Borgeschstr. 9, ✉ 5: [1119, 1187, 1321, 1202]
- directory-entry: — Etzold, Jorge, I/Fa Etzold & Co., ☎ IV, 2826, Ludolfstr. 45, ✉ 20: [483, 830, 752, 864]
- directory-entry: — Wilh., Stellmacher, Falkenried 16, H.11, ✉ 20: [158, 1296, 407, 1311]
- directory-entry: — Ed., Schriftsetzer, Meissnerstr. 15a, H. 4, ✉ 19: [801, 989, 1053, 1004]
- edge-fragment: 6: [2, 944, 9, 959]
- directory-entry: — H., Rentier, Harvestehuderweg 64, ✉17: [1119, 1497, 1336, 1511]
- edge-fragment: 5: [2, 476, 9, 491]
- directory-entry: — Aug., Bleicher, Stellingerweg 45, ✉ 19: [1119, 1610, 1332, 1625]
- directory-entry: — Wwe, M., Putzgesch., Ludwigstr. 2, ✉6: [1119, 817, 1336, 832]
- directory-entry: ⊙ Essmann & Co., IR, Agentur-gesch., BCto: Reichsb.-Hstl., Linden-platz 23, ✉ 5, Inh: Aug. Essmann: [158, 1311, 454, 1362]
- directory-entry: — E., Getreidewäger, Hörmannstr. 7, ✉4: [1119, 1707, 1327, 1722]
- directory-entry: — Aug., Grünw., Eppendorferweg 62, ✉19: [801, 571, 1020, 586]
- directory-entry: — Helene, Clavierlehrerin, Erlenkamp 1, ✉ 24: [801, 1585, 1039, 1600]
- edge-fragment: u.: [2, 1282, 12, 1297]
- directory-entry: — Evers, Ludwig E. C., Sattlerei, BCto: Volksb., ☎ III, 232, Lindenstr. 31, ✉ 5. Siehe auch Geschäfts- und Berufs-zweige (III) unter: Reit- u. Fahrartikel (Fabrik): [1119, 732, 1423, 800]
- edge-fragment: ,: [2, 554, 6, 569]
- directory-entry: — J. A., Arbtr., Grabenstr. 8, H. 3, ✉ 6: [483, 1637, 679, 1652]
- edge-fragment: n-: [2, 1620, 13, 1635]
- directory-entry: — H., Tapezier, Jägerstr. 21, H. 1, ✉ 4: [801, 1295, 996, 1310]
- directory-entry: — H. F., Wirthsch., v. Essenstr. 85, ✉ 22: [1119, 329, 1325, 344]
- edge-fragment: 31: [2, 1308, 15, 1323]
- directory-entry: Eul, B. F., Eisengiesser, Jägerstr. 26, H. E, ✉ 4: [483, 1033, 719, 1048]
- directory-entry: — Wilh., Grünw., Valentinskamp 47, ✉ 1: [801, 490, 1011, 505]
- directory-entry: ⊙ Eubiose, Gesellschaft mit beschränkter Haftung, IR, BCto: Magdeb. Privatb., ☎ I, 6276, gr. Burstah 35, ✉ 11: [483, 949, 769, 1000]
- directory-entry: — H.E. Ch., Landschaftsgärtner, Kirchen-twiete 53, ✉ 20: [483, 1718, 776, 1732]
- edge-fragment: r-: [2, 1698, 11, 1713]
- directory-entry: — H., Güntherstr. 65, ✉ 24: [801, 1344, 940, 1358]
- edge-fragment: 3: [2, 580, 9, 595]
- directory-entry: — Theodor, Werkmeister, Brauerknecht-graben 18, ✉ 11: [483, 1210, 771, 1225]
- directory-entry: — junr., A., Lehrer, Haufstr. 10, ✉ 21: [801, 539, 992, 554]
- directory-entry: — Heinr., Steuerm., Pinnasberg 47, ✉ 4: [801, 1553, 1004, 1568]
- directory-entry: Esterl, J., Maschinist, Jungmannstr. 23, ✉23: [158, 1444, 382, 1459]
- directory-entry: Evang.-luther. Dreieinigkeits-Gemeinde, Mühlendamm 32, ✉ 24: [483, 1419, 748, 1453]
